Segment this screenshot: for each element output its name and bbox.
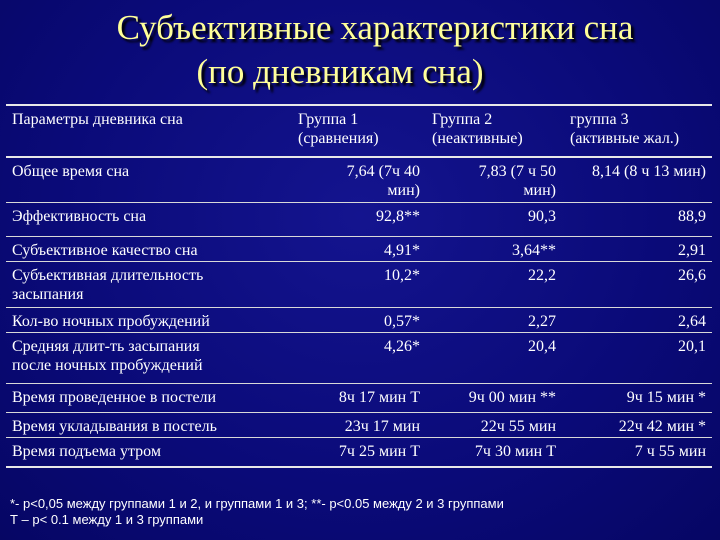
cell-group-2: 3,64** <box>426 236 562 261</box>
cell-group-3: 2,91 <box>562 236 712 261</box>
sleep-diary-table <box>6 104 712 468</box>
header-param: Параметры дневника сна <box>6 105 286 157</box>
table-row <box>6 157 712 202</box>
row-label: Субъективная длительность засыпания <box>6 261 286 307</box>
row-label: Субъективное качество сна <box>6 236 286 261</box>
header-group-2: Группа 2 (неактивные) <box>426 105 562 157</box>
row-label: Время укладывания в постель <box>6 412 286 437</box>
cell-group-2: 2,27 <box>426 307 562 332</box>
cell-group-2: 7ч 30 мин Т <box>426 437 562 467</box>
row-label: Общее время сна <box>6 157 286 202</box>
cell-group-3: 88,9 <box>562 202 712 236</box>
cell-group-3: 26,6 <box>562 261 712 307</box>
table-row <box>6 307 712 332</box>
cell-group-3: 9ч 15 мин * <box>562 383 712 412</box>
cell-group-1: 4,91* <box>286 236 426 261</box>
cell-group-3: 7 ч 55 мин <box>562 437 712 467</box>
cell-group-1: 7,64 (7ч 40 мин) <box>286 157 426 202</box>
cell-group-3: 2,64 <box>562 307 712 332</box>
cell-group-2: 20,4 <box>426 332 562 383</box>
table-row <box>6 202 712 236</box>
table-row <box>6 437 712 467</box>
cell-group-1: 8ч 17 мин Т <box>286 383 426 412</box>
title-line-1: Субъективные характеристики сна <box>116 8 634 47</box>
cell-group-1: 7ч 25 мин Т <box>286 437 426 467</box>
cell-group-1: 23ч 17 мин <box>286 412 426 437</box>
cell-group-1: 4,26* <box>286 332 426 383</box>
row-label: Кол-во ночных пробуждений <box>6 307 286 332</box>
cell-group-2: 22ч 55 мин <box>426 412 562 437</box>
table-row <box>6 236 712 261</box>
cell-group-2: 7,83 (7 ч 50 мин) <box>426 157 562 202</box>
cell-group-1: 0,57* <box>286 307 426 332</box>
cell-group-3: 20,1 <box>562 332 712 383</box>
slide-title <box>0 6 720 94</box>
cell-group-2: 22,2 <box>426 261 562 307</box>
cell-group-2: 90,3 <box>426 202 562 236</box>
cell-group-2: 9ч 00 мин ** <box>426 383 562 412</box>
header-group-1: Группа 1 (сравнения) <box>286 105 426 157</box>
row-label: Время проведенное в постели <box>6 383 286 412</box>
row-label: Время подъема утром <box>6 437 286 467</box>
footnote-line-2: Т – p< 0.1 между 1 и 3 группами <box>10 512 204 527</box>
header-group-3: группа 3 (активные жал.) <box>562 105 712 157</box>
table-header-row <box>6 105 712 157</box>
cell-group-3: 8,14 (8 ч 13 мин) <box>562 157 712 202</box>
cell-group-1: 92,8** <box>286 202 426 236</box>
row-label: Средняя длит-ть засыпания после ночных пробуждений <box>6 332 286 383</box>
footnote <box>10 496 710 528</box>
table-row <box>6 261 712 307</box>
cell-group-3: 22ч 42 мин * <box>562 412 712 437</box>
table-row <box>6 383 712 412</box>
title-line-2: (по дневникам сна) <box>196 52 484 91</box>
row-label: Эффективность сна <box>6 202 286 236</box>
table-row <box>6 332 712 383</box>
footnote-line-1: *- p<0,05 между группами 1 и 2, и группами 1 и 3; **- p<0.05 между 2 и 3 группами <box>10 496 504 511</box>
cell-group-1: 10,2* <box>286 261 426 307</box>
table-row <box>6 412 712 437</box>
